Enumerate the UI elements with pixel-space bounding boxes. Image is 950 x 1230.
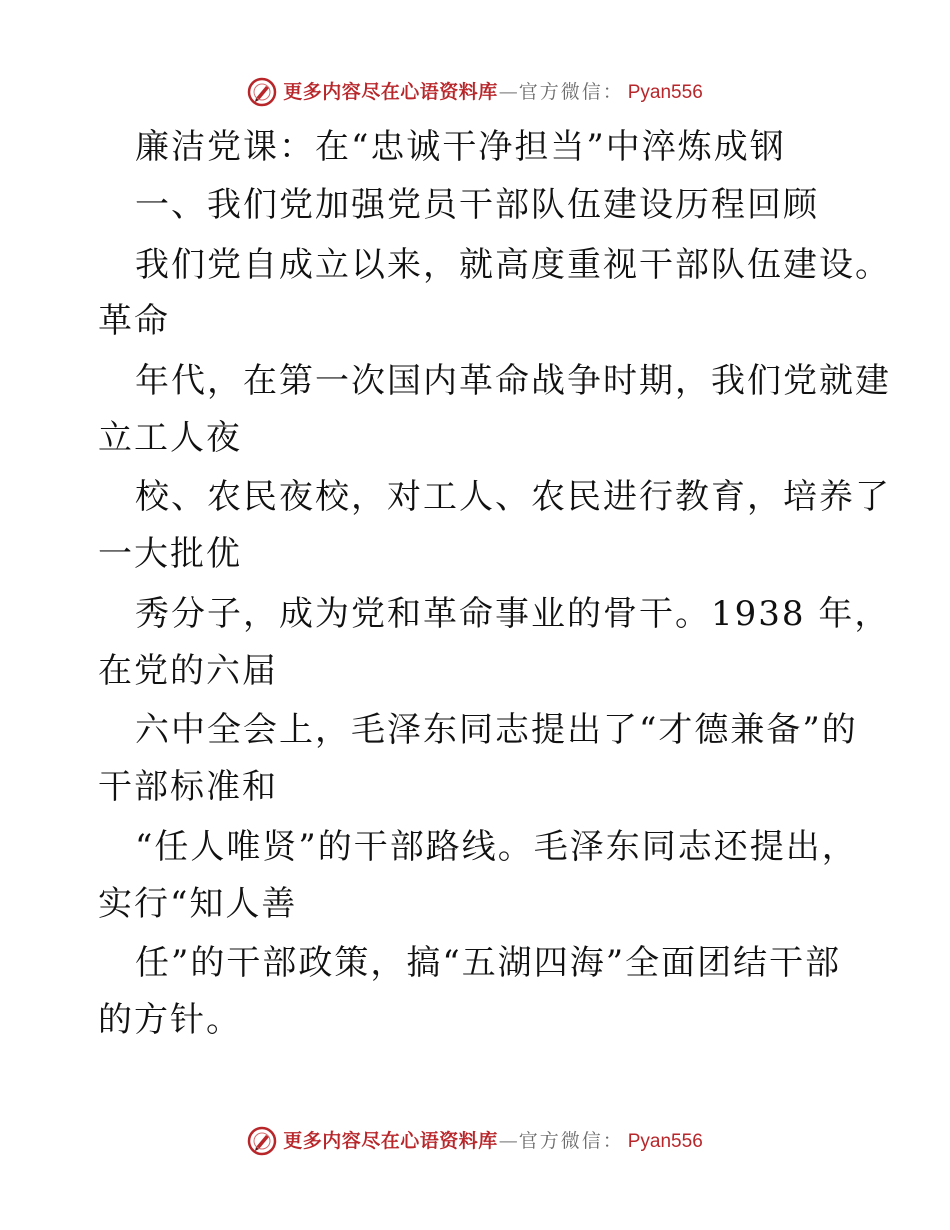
paragraph-line: 校、农民夜校，对工人、农民进行教育，培养了 [135, 477, 891, 517]
paragraph-line: “任人唯贤”的干部路线。毛泽东同志还提出， [135, 827, 858, 867]
paragraph-line: 革命 [98, 301, 170, 341]
banner-wechat-label: 官方微信： [518, 80, 624, 103]
header-banner [0, 72, 950, 112]
banner-wechat-id: Pyan556 [627, 1130, 703, 1152]
footer-banner [0, 1121, 950, 1161]
pen-logo-icon [247, 1126, 277, 1156]
paragraph-line: 秀分子，成为党和革命事业的骨干。1938 年， [135, 594, 891, 634]
pen-logo-icon [247, 77, 277, 107]
paragraph-line: 干部标准和 [98, 767, 278, 807]
paragraph-line: 实行“知人善 [98, 884, 298, 924]
paragraph-line: 年代，在第一次国内革命战争时期，我们党就建 [135, 361, 891, 401]
paragraph-line: 我们党自成立以来，就高度重视干部队伍建设。 [135, 245, 891, 285]
paragraph-line: 一大批优 [98, 534, 242, 574]
banner-wechat-id: Pyan556 [627, 81, 703, 103]
section-heading: 一、我们党加强党员干部队伍建设历程回顾 [135, 185, 819, 225]
banner-text [283, 80, 703, 103]
banner-dash: — [498, 80, 518, 103]
paragraph-line: 在党的六届 [98, 651, 278, 691]
document-title: 廉洁党课：在“忠诚干净担当”中淬炼成钢 [135, 127, 786, 167]
paragraph-line: 六中全会上，毛泽东同志提出了“才德兼备”的 [135, 710, 858, 750]
banner-site-name: 更多内容尽在心语资料库 [283, 80, 498, 103]
banner-site-name: 更多内容尽在心语资料库 [283, 1129, 498, 1152]
banner-text [283, 1129, 703, 1152]
banner-wechat-label: 官方微信： [518, 1129, 624, 1152]
paragraph-line: 立工人夜 [98, 418, 242, 458]
banner-dash: — [498, 1129, 518, 1152]
paragraph-line: 任”的干部政策，搞“五湖四海”全面团结干部 [135, 943, 842, 983]
paragraph-line: 的方针。 [98, 1000, 242, 1040]
